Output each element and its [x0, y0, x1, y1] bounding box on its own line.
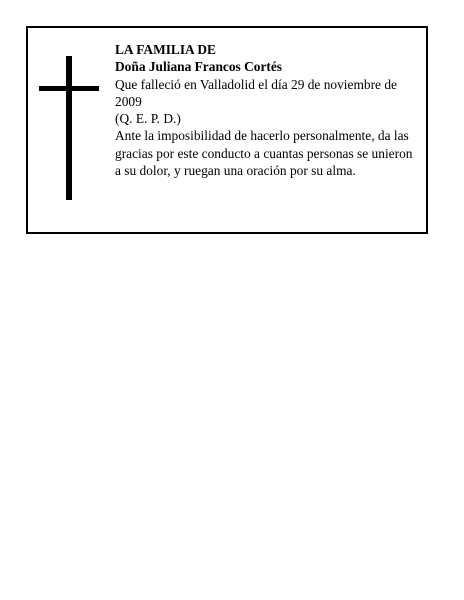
- notice-deceased-name: Doña Juliana Francos Cortés: [115, 59, 283, 75]
- notice-thanks-message: Ante la imposibilidad de hacerlo personalmente, da las gracias por este conducto a cuantas personas se unieron a su dolor, y ruegan una oración por su alma.: [115, 128, 413, 179]
- notice-rip: (Q. E. P. D.): [115, 111, 181, 127]
- notice-heading-family: LA FAMILIA DE: [115, 42, 216, 57]
- notice-text-block: [115, 41, 417, 179]
- cross-horizontal-bar: [39, 86, 99, 91]
- notice-death-statement: Que falleció en Valladolid el día 29 de noviembre de 2009: [115, 76, 397, 109]
- cross-icon: [39, 56, 99, 200]
- cross-vertical-bar: [66, 56, 72, 200]
- obituary-notice: [26, 26, 428, 234]
